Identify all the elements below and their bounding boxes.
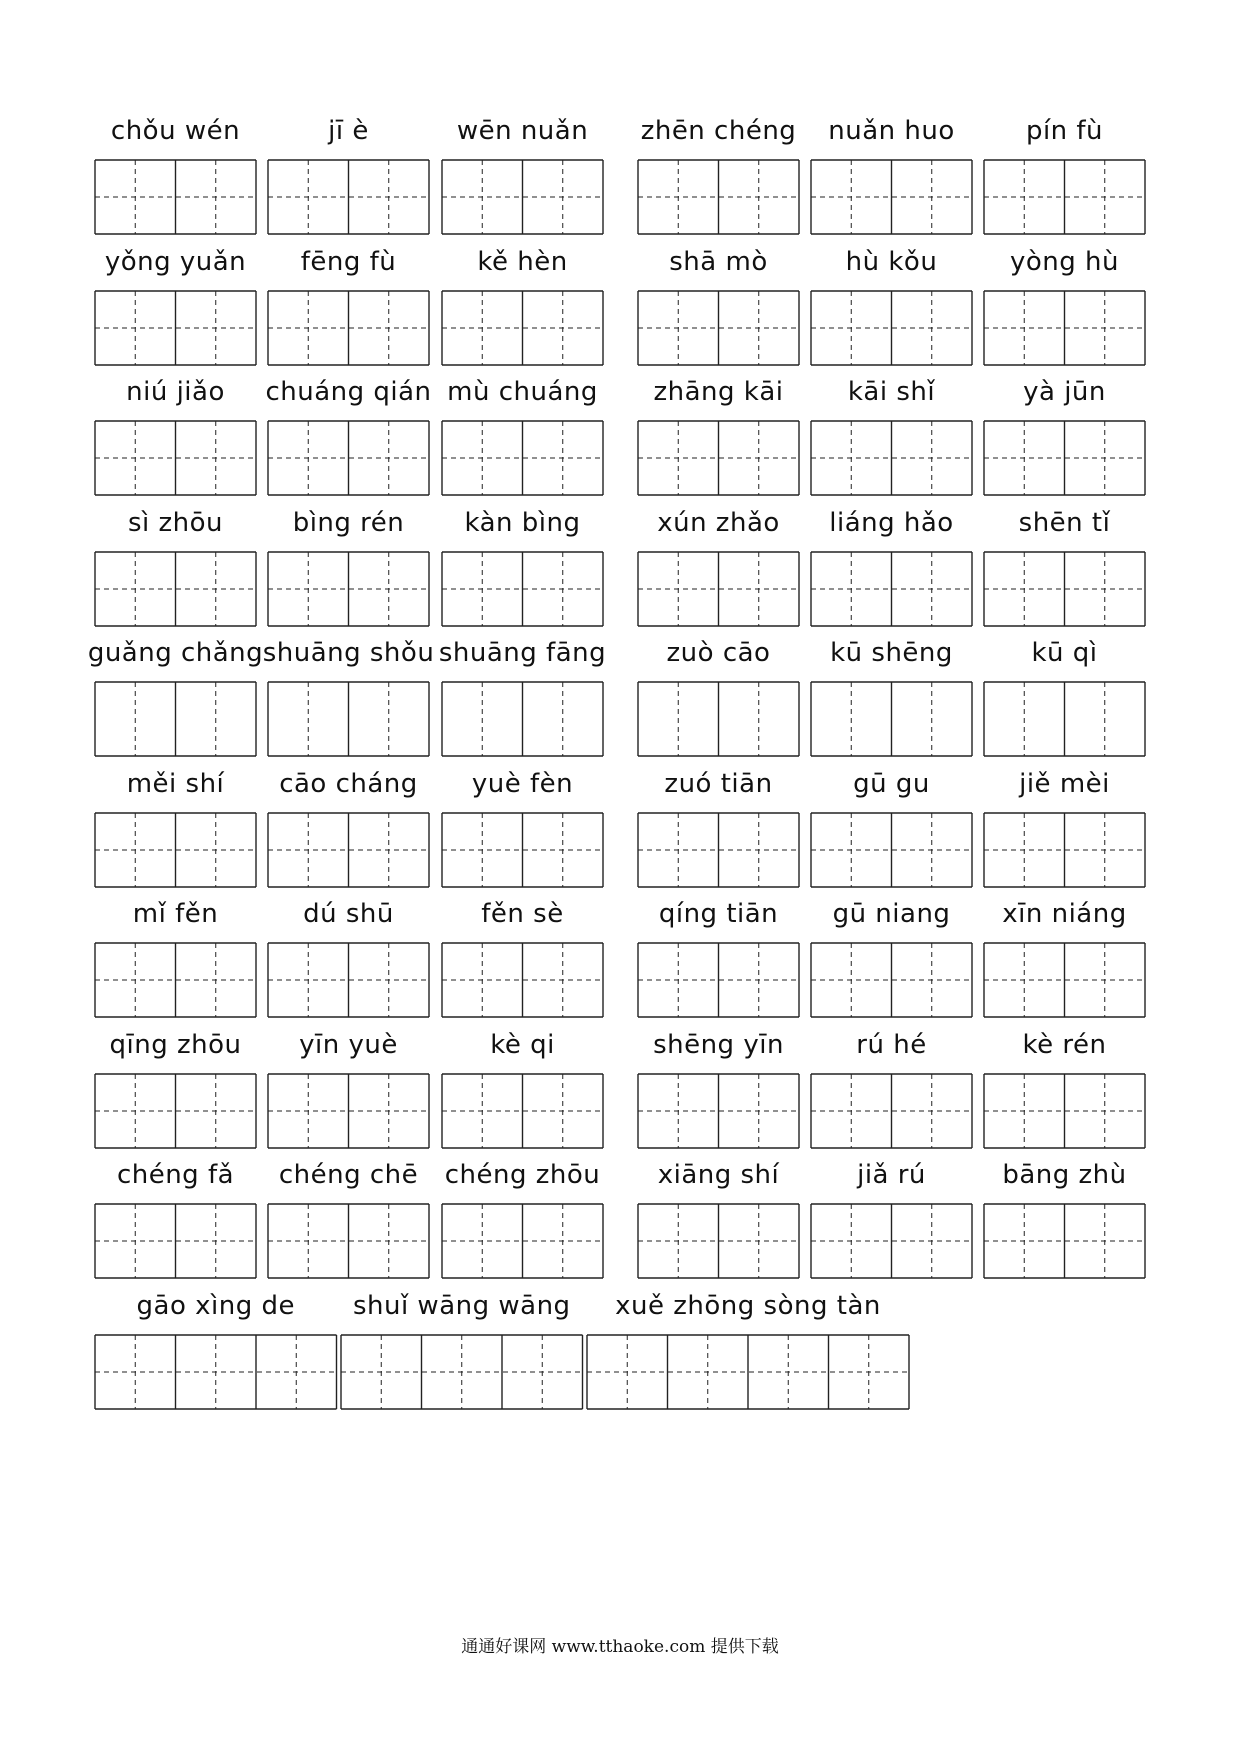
- pinyin-label: shā mò: [669, 246, 768, 277]
- writing-grid-row: [0, 680, 1240, 758]
- pinyin-label: zhāng kāi: [653, 377, 784, 407]
- pinyin-label: shuāng shǒu: [262, 638, 435, 668]
- writing-grid-row: [0, 158, 1240, 236]
- pinyin-label: zuò cāo: [666, 638, 771, 668]
- pinyin-label: gū niang: [832, 899, 951, 929]
- pinyin-label: chéng zhōu: [444, 1160, 601, 1190]
- pinyin-label: xún zhǎo: [657, 507, 780, 538]
- pinyin-label: liáng hǎo: [829, 507, 954, 538]
- pinyin-label: chuáng qián: [265, 377, 432, 407]
- pinyin-label: niú jiǎo: [126, 377, 225, 407]
- writing-grid-row: [0, 289, 1240, 367]
- pinyin-label: kě hèn: [477, 246, 568, 277]
- pinyin-label: shuǐ wāng wāng: [352, 1290, 571, 1321]
- pinyin-label: xīn niáng: [1002, 899, 1127, 929]
- writing-grid-row: [0, 1072, 1240, 1150]
- pinyin-label: yà jūn: [1023, 377, 1106, 407]
- pinyin-label: wēn nuǎn: [456, 116, 589, 146]
- pinyin-label: jī è: [328, 116, 369, 146]
- pinyin-label: hù kǒu: [845, 246, 938, 277]
- pinyin-label: měi shí: [126, 768, 225, 799]
- pinyin-label: qīng zhōu: [109, 1029, 242, 1060]
- pinyin-label: kū shēng: [830, 638, 953, 668]
- pinyin-label: chǒu wén: [110, 116, 241, 146]
- pinyin-label: mǐ fěn: [132, 899, 219, 929]
- pinyin-label: jiě mèi: [1019, 768, 1110, 799]
- pinyin-label: xiāng shí: [657, 1160, 780, 1190]
- pinyin-label: fěn sè: [481, 899, 564, 929]
- pinyin-label: sì zhōu: [127, 507, 224, 538]
- pinyin-label: gāo xìng de: [136, 1290, 295, 1321]
- pinyin-label: gū gu: [853, 768, 930, 799]
- pinyin-label: yīn yuè: [299, 1029, 398, 1060]
- pinyin-label: shēng yīn: [653, 1029, 784, 1060]
- pinyin-label: kè rén: [1022, 1029, 1107, 1060]
- pinyin-label: xuě zhōng sòng tàn: [615, 1290, 881, 1321]
- writing-grid-row: [0, 1333, 1240, 1411]
- writing-grid-row: [0, 941, 1240, 1019]
- pinyin-label: bìng rén: [292, 507, 405, 538]
- pinyin-label: qíng tiān: [658, 899, 779, 929]
- pinyin-label: kàn bìng: [464, 507, 581, 538]
- pinyin-label: cāo cháng: [279, 768, 418, 799]
- pinyin-label: nuǎn huo: [828, 116, 955, 146]
- pinyin-label: pín fù: [1025, 116, 1104, 146]
- pinyin-label: bāng zhù: [1002, 1160, 1127, 1190]
- pinyin-label: kè qi: [490, 1029, 555, 1060]
- pinyin-label: kāi shǐ: [847, 377, 936, 407]
- pinyin-label: shuāng fāng: [438, 638, 607, 668]
- pinyin-label: yuè fèn: [471, 768, 574, 799]
- footer-credit: 通通好课网 www.tthaoke.com 提供下载: [461, 1637, 779, 1657]
- pinyin-label: dú shū: [303, 899, 394, 929]
- pinyin-label: chéng chē: [278, 1160, 419, 1190]
- pinyin-label: mù chuáng: [447, 377, 598, 407]
- pinyin-label: rú hé: [856, 1029, 927, 1060]
- pinyin-label: guǎng chǎng: [87, 638, 264, 668]
- pinyin-label: kū qì: [1031, 638, 1098, 668]
- pinyin-label: yǒng yuǎn: [104, 246, 247, 277]
- pinyin-label: shēn tǐ: [1018, 507, 1111, 538]
- pinyin-label: chéng fǎ: [116, 1160, 235, 1190]
- writing-grid-row: [0, 550, 1240, 628]
- writing-grid-row: [0, 419, 1240, 497]
- pinyin-label: zhēn chéng: [640, 116, 797, 146]
- pinyin-label: fēng fù: [300, 246, 397, 277]
- pinyin-label: jiǎ rú: [857, 1160, 926, 1190]
- pinyin-label: yòng hù: [1010, 246, 1119, 277]
- writing-grid-row: [0, 1202, 1240, 1280]
- writing-grid-row: [0, 811, 1240, 889]
- pinyin-label: zuó tiān: [664, 768, 773, 799]
